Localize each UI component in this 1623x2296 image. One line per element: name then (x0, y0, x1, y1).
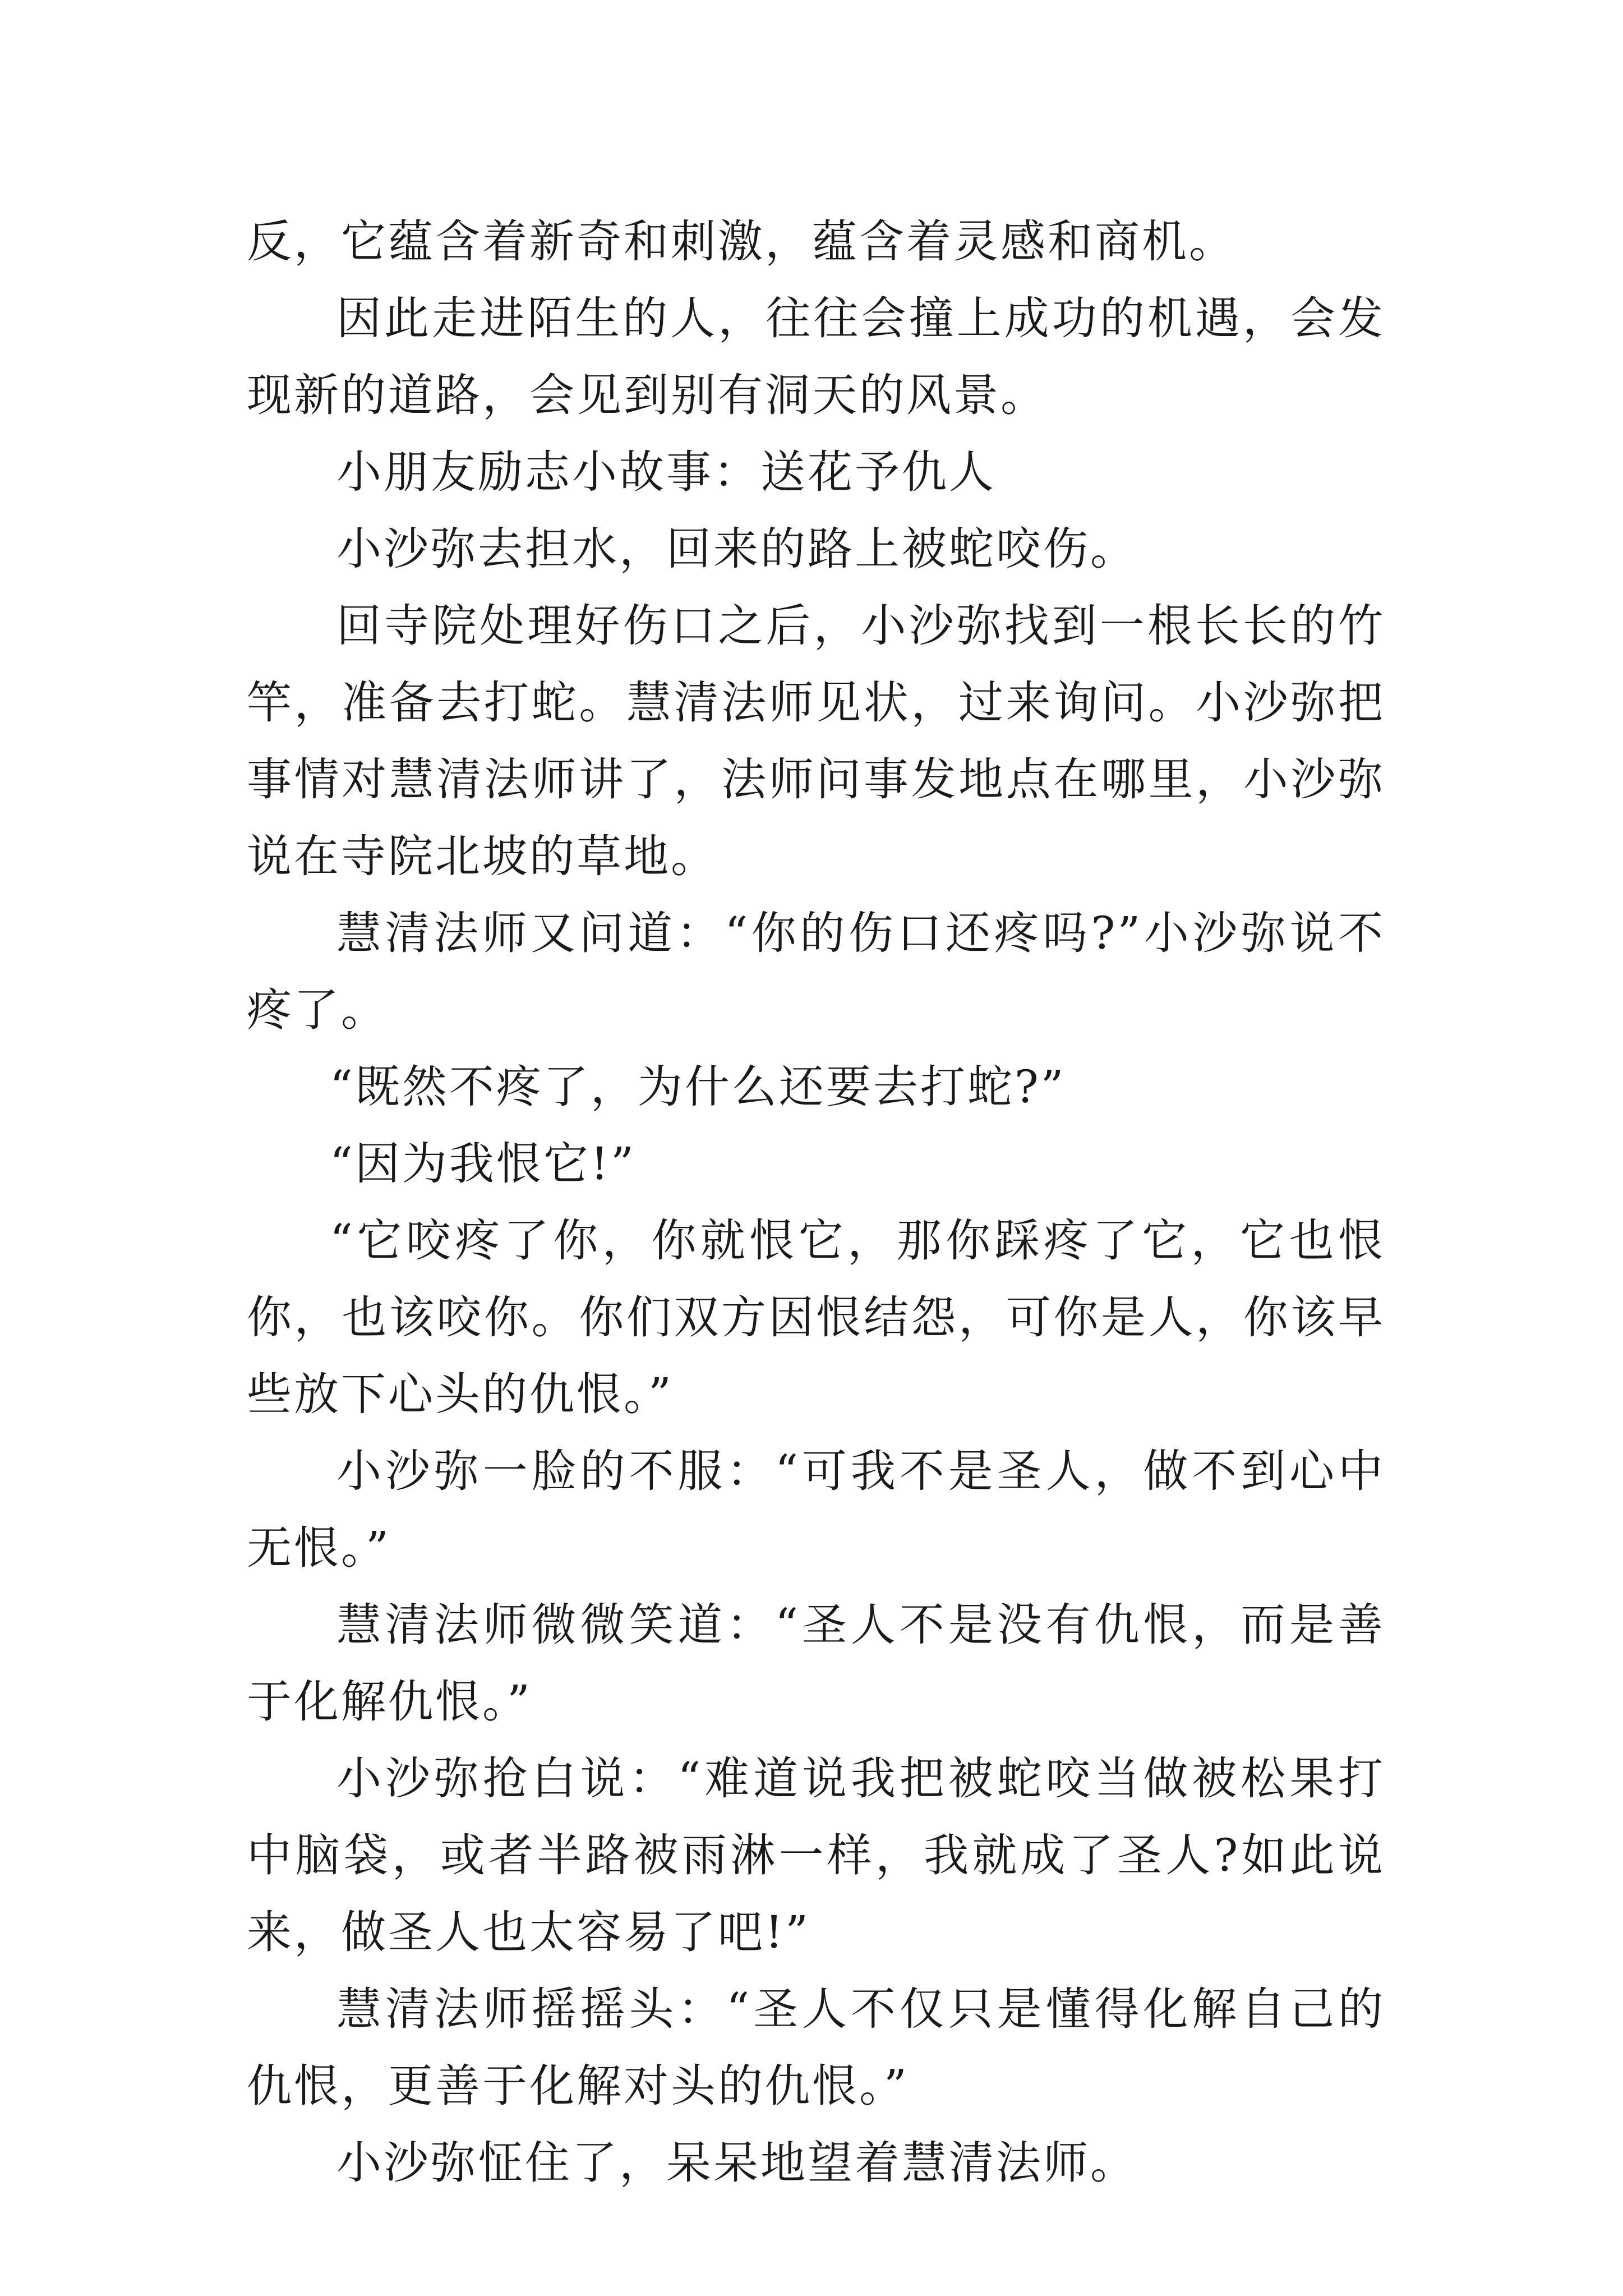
paragraph: 慧清法师微微笑道：“圣人不是没有仇恨，而是善于化解仇恨。” (247, 1599, 1385, 1728)
paragraph: 慧清法师又问道：“你的伤口还疼吗?”小沙弥说不疼了。 (247, 907, 1385, 1036)
paragraph: 回寺院处理好伤口之后，小沙弥找到一根长长的竹竿，准备去打蛇。慧清法师见状，过来询问。小沙弥把事情对慧清法师讲了，法师问事发地点在哪里，小沙弥说在寺院北坡的草地。 (247, 600, 1385, 882)
paragraph: “既然不疼了，为什么还要去打蛇?” (330, 1061, 1066, 1113)
paragraph: 因此走进陌生的人，往往会撞上成功的机遇，会发现新的道路，会见到别有洞天的风景。 (247, 292, 1385, 421)
paragraph: “因为我恨它!” (330, 1138, 636, 1190)
paragraph: 慧清法师摇摇头：“圣人不仅只是懂得化解自己的仇恨，更善于化解对头的仇恨。” (247, 1983, 1385, 2112)
paragraph: 小沙弥抢白说：“难道说我把被蛇咬当做被松果打中脑袋，或者半路被雨淋一样，我就成了圣人?如此说来，做圣人也太容易了吧!” (247, 1752, 1385, 1958)
document-body (247, 203, 1385, 2201)
paragraph: 小沙弥去担水，回来的路上被蛇咬伤。 (336, 523, 1137, 575)
paragraph: 小沙弥怔住了，呆呆地望着慧清法师。 (336, 2137, 1137, 2189)
paragraph: 小沙弥一脸的不服：“可我不是圣人，做不到心中无恨。” (247, 1445, 1385, 1574)
paragraph: 反，它蕴含着新奇和刺激，蕴含着灵感和商机。 (247, 215, 1236, 268)
story-title: 小朋友励志小故事：送花予仇人 (336, 446, 996, 498)
paragraph: “它咬疼了你，你就恨它，那你踩疼了它，它也恨你，也该咬你。你们双方因恨结怨，可你是人，你该早些放下心头的仇恨。” (247, 1214, 1385, 1420)
